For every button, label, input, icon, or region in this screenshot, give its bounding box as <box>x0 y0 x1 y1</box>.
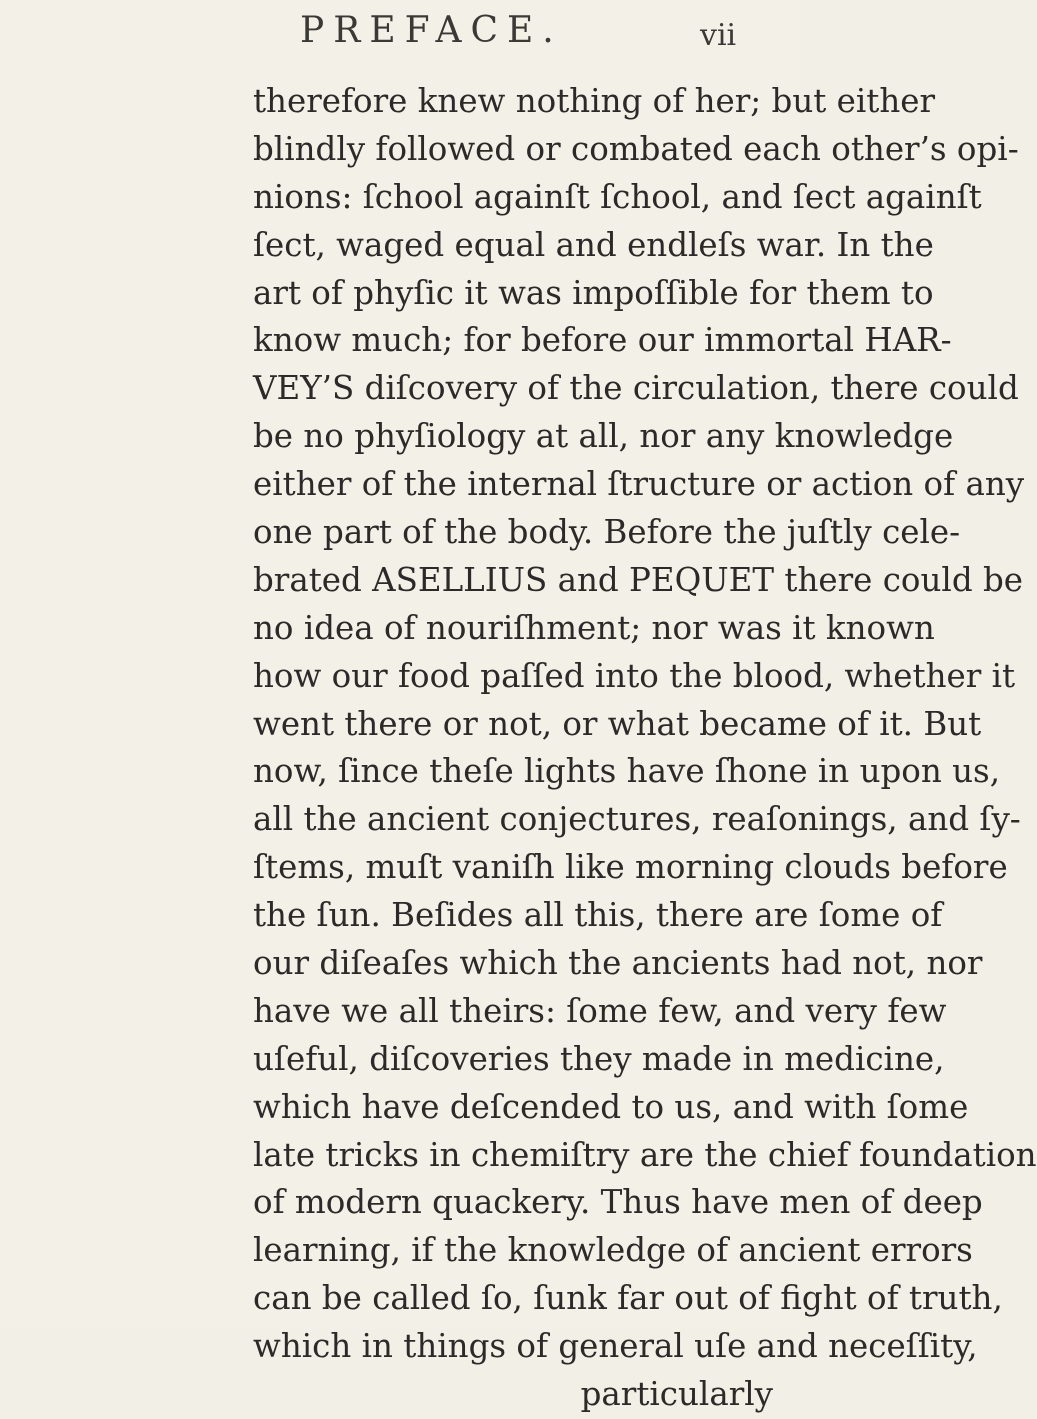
text-line: know much; for before our immortal HAR- <box>253 321 952 360</box>
text-line: which in things of general uſe and neceſſity, <box>253 1327 978 1366</box>
text-line: ſect, waged equal and endleſs war. In the <box>253 225 934 264</box>
text-line: how our food paſſed into the blood, whether it <box>253 656 1016 695</box>
text-line: one part of the body. Before the juſtly cele- <box>253 513 961 552</box>
text-line: late tricks in chemiſtry are the chief foundation <box>253 1135 1037 1174</box>
running-head: PREFACE. <box>300 10 563 51</box>
text-line: of modern quackery. Thus have men of deep <box>253 1183 983 1222</box>
text-line: which have deſcended to us, and with ſome <box>253 1087 969 1126</box>
catchword: particularly <box>580 1375 773 1414</box>
text-line: VEY’S diſcovery of the circulation, there could <box>253 369 1019 408</box>
text-line: all the ancient conjectures, reaſonings, and ſy- <box>253 800 1021 839</box>
page-header <box>0 10 800 60</box>
text-line: art of phyſic it was impoſſible for them to <box>253 273 934 312</box>
text-line: the ſun. Beſides all this, there are ſome of <box>253 896 943 935</box>
text-line: blindly followed or combated each other’s opi- <box>253 129 1019 168</box>
text-line: brated ASELLIUS and PEQUET there could be <box>253 560 1023 599</box>
text-line: uſeful, diſcoveries they made in medicine, <box>253 1039 945 1078</box>
text-line: nions: ſchool againſt ſchool, and ſect againſt <box>253 177 982 216</box>
page-number: vii <box>700 18 737 53</box>
text-line: either of the internal ſtructure or action of any <box>253 465 1025 504</box>
text-line: therefore knew nothing of her; but either <box>253 82 936 120</box>
text-line: no idea of nouriſhment; nor was it known <box>253 608 935 647</box>
text-line: our diſeaſes which the ancients had not, nor <box>253 944 983 983</box>
text-line: can be called ſo, ſunk far out of fight of truth, <box>253 1279 1003 1318</box>
text-line: have we all theirs: ſome few, and very few <box>253 991 947 1030</box>
text-line: now, ſince theſe lights have ſhone in upon us, <box>253 752 1001 791</box>
body-text <box>253 78 1037 1419</box>
text-line: be no phyſiology at all, nor any knowledge <box>253 417 954 456</box>
text-line: went there or not, or what became of it. But <box>253 704 982 743</box>
text-line: learning, if the knowledge of ancient errors <box>253 1231 973 1270</box>
text-line: ſtems, muſt vaniſh like morning clouds before <box>253 848 1008 887</box>
